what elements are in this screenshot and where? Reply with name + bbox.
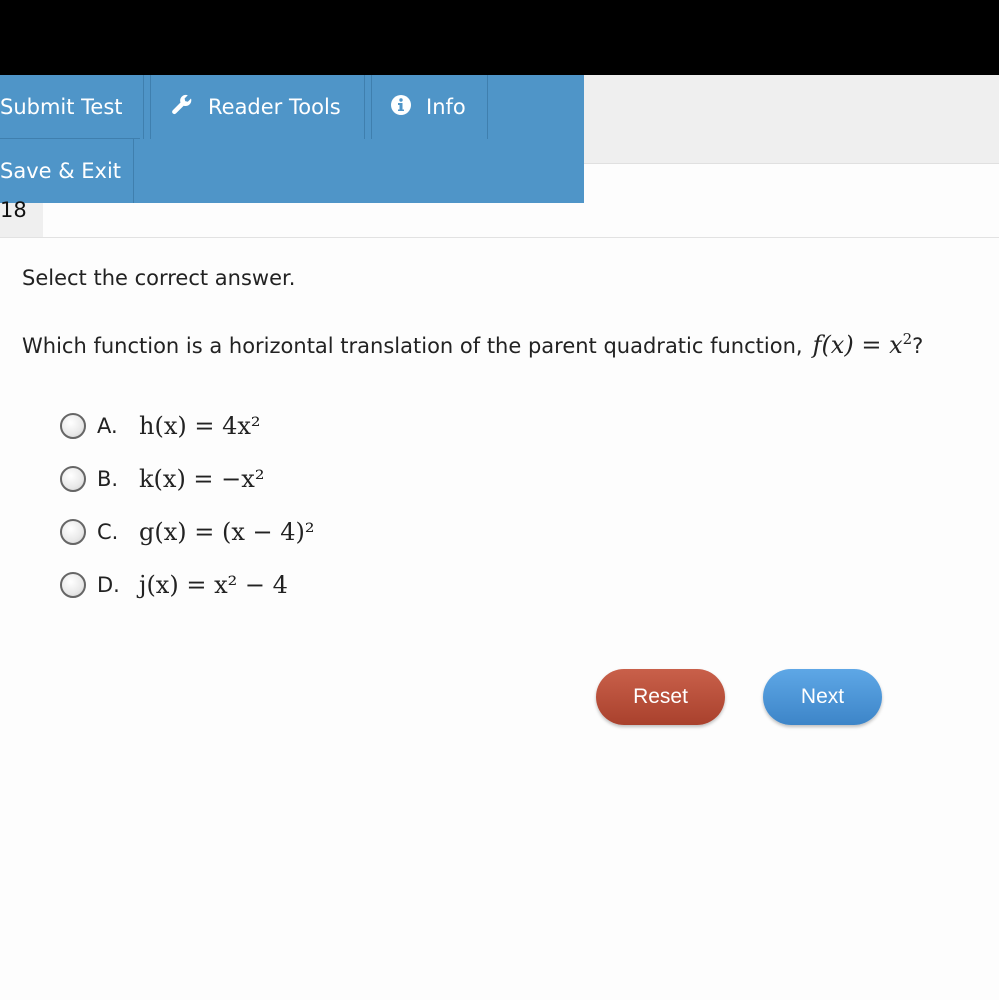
top-black-bar — [0, 0, 999, 75]
toolbar-divider — [487, 75, 488, 139]
question-text — [22, 330, 923, 359]
radio-button-a[interactable] — [60, 413, 86, 439]
reader-tools-button[interactable] — [170, 75, 341, 139]
option-letter: A. — [97, 414, 118, 438]
instruction-text: Select the correct answer. — [22, 266, 296, 290]
toolbar-divider — [133, 139, 134, 203]
option-expression: g(x) = (x − 4)² — [139, 518, 315, 546]
toolbar-divider — [143, 75, 144, 139]
option-expression: k(x) = −x² — [139, 465, 265, 493]
option-c[interactable] — [60, 512, 315, 552]
info-button[interactable] — [390, 75, 466, 139]
option-expression: j(x) = x² − 4 — [139, 571, 288, 599]
parent-function-body: f(x) = x — [812, 331, 903, 359]
radio-button-c[interactable] — [60, 519, 86, 545]
reset-button[interactable]: Reset — [596, 669, 725, 725]
option-expression: h(x) = 4x² — [139, 412, 261, 440]
save-exit-label: Save & Exit — [0, 159, 122, 183]
question-number: 18 — [0, 198, 27, 222]
info-icon — [390, 94, 426, 121]
toolbar-divider — [364, 75, 365, 139]
info-label: Info — [426, 95, 466, 119]
radio-button-b[interactable] — [60, 466, 86, 492]
parent-function-exponent: 2 — [902, 330, 913, 348]
header-divider — [0, 237, 999, 238]
submit-test-label: Submit Test — [0, 95, 123, 119]
wrench-icon — [170, 93, 208, 122]
option-b[interactable] — [60, 459, 264, 499]
save-exit-button[interactable] — [0, 139, 121, 203]
toolbar-divider — [150, 75, 151, 139]
toolbar-divider — [371, 75, 372, 139]
question-mark: ? — [912, 334, 924, 358]
reader-tools-label: Reader Tools — [208, 95, 341, 119]
radio-button-d[interactable] — [60, 572, 86, 598]
option-letter: C. — [97, 520, 119, 544]
option-letter: D. — [97, 573, 120, 597]
option-letter: B. — [97, 467, 119, 491]
submit-test-button[interactable] — [0, 75, 123, 139]
header-gray-band — [583, 75, 999, 164]
toolbar — [0, 75, 584, 203]
option-d[interactable] — [60, 565, 288, 605]
next-button[interactable]: Next — [763, 669, 882, 725]
parent-function — [813, 330, 913, 359]
question-prompt: Which function is a horizontal translation of the parent quadratic function, — [22, 334, 803, 358]
option-a[interactable] — [60, 406, 261, 446]
